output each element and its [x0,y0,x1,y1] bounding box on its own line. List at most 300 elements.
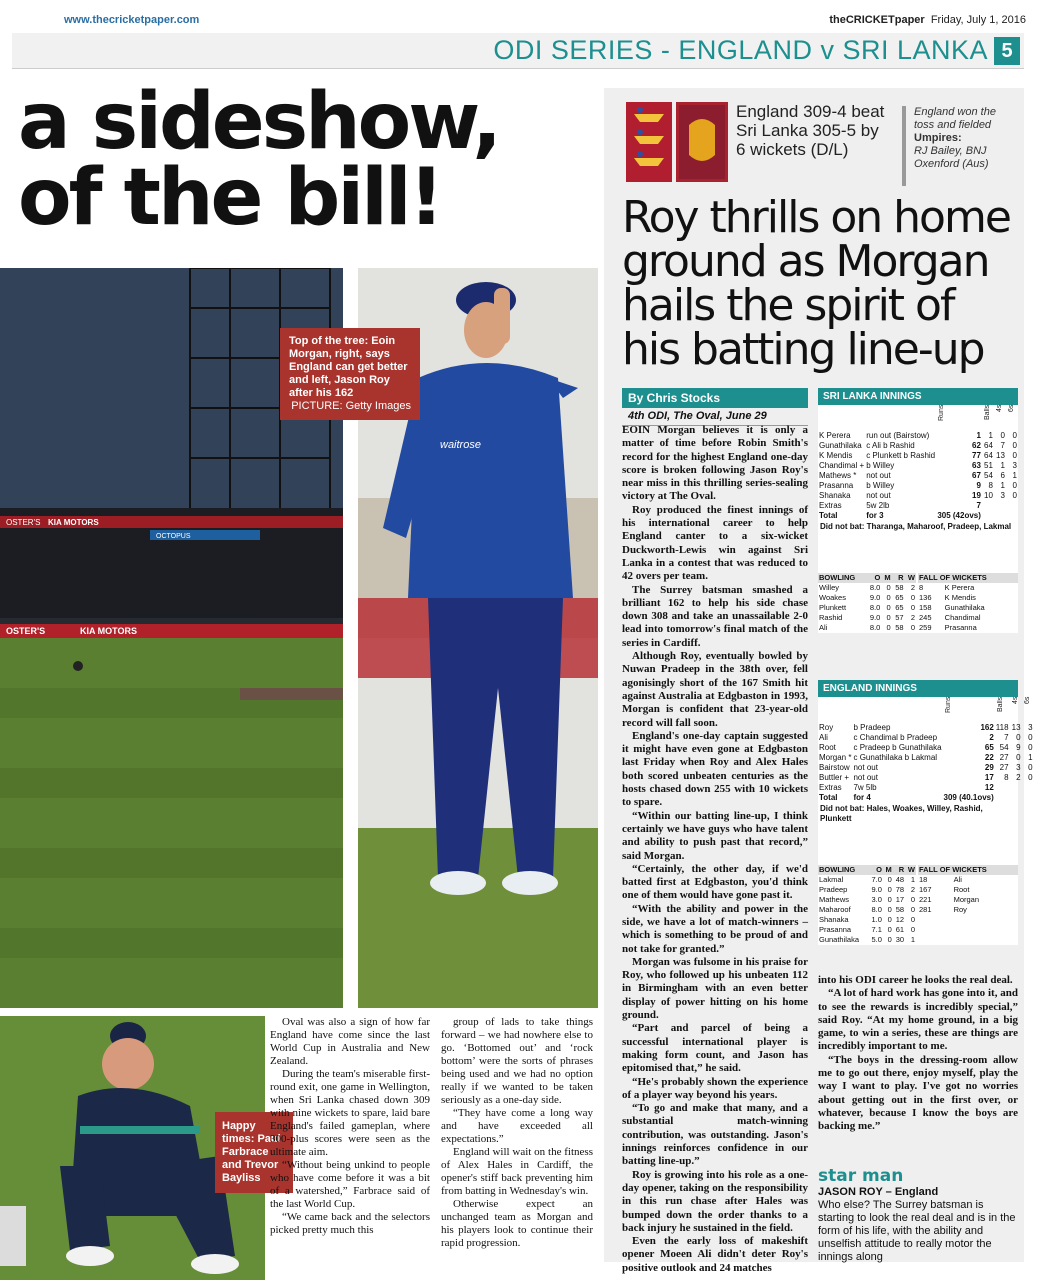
bowling-row [818,935,916,945]
batter-name: Prasanna [819,481,854,490]
bowler-name: Gunathilaka [819,935,860,944]
batting-row [818,773,1034,783]
fours [1010,783,1022,793]
match-result: England 309-4 beat Sri Lanka 305-5 by 6 wickets (D/L) [736,102,885,159]
runs-conceded: 65 [895,593,904,602]
batter-name: Buttler + [819,773,850,782]
wickets: 0 [910,593,915,602]
balls: 8 [988,481,993,490]
match-story-continued [818,974,1018,1134]
ad-text: KIA MOTORS [80,626,138,636]
fow-batter: Chandimal [944,613,981,622]
paragraph: Roy is growing into his role as a one-day opener, taking on the responsibility in this run chase after Hales was bumped down the order thanks to a back injury he sustained in the field. [622,1168,808,1234]
paragraph: Roy produced the finest innings of his international career to help England canter to a six-wicket Duckworth-Lewis win against Sri Lanka in a contest that was reduced to 42 overs per team. [622,503,808,583]
fours: 1 [1000,461,1005,470]
batter-name: Morgan * [819,753,852,762]
fow-score: 18 [919,875,928,884]
dismissal: not out [853,773,878,782]
balls: 1 [988,431,993,440]
batting-row [818,501,1018,511]
masthead [829,14,1026,26]
fow-row [918,875,1018,885]
runs: 9 [976,481,981,490]
star-man-text: Who else? The Surrey batsman is starting to look the real deal and is in the form of his life, with the ability and unselfish attitude to really motor the innings along [818,1199,1016,1263]
bowling-row [818,603,916,613]
dismissal: c Chandimal b Pradeep [853,733,938,742]
shirt-text: waitrose [440,439,481,451]
balls: 27 [999,763,1009,772]
batting-row [818,763,1034,773]
fours [994,511,1006,521]
dismissal: not out [866,491,891,500]
story-column-2 [441,1016,593,1250]
paragraph: During the team's miserable first-round exit, one game in Wellington, when Sri Lanka chased down 309 with nine wickets to spare, laid bare England's failed gameplan, where 300-plus scores were seen as the ultimate aim. [270,1068,430,1158]
fow-row [918,613,1018,623]
fow-row [918,593,1018,603]
fow-batter: Root [953,885,970,894]
fow-label: FALL OF WICKETS [919,573,987,582]
paragraph: “Within our batting line-up, I think certainly we have guys who have talent and ability to push past that record,” said Morgan. [622,809,808,862]
sixes: 0 [1012,481,1017,490]
runs: 65 [984,743,994,752]
innings-title: SRI LANKA INNINGS [818,388,1018,405]
section-title: ODI SERIES - ENGLAND v SRI LANKA [493,35,988,65]
dismissal: run out (Bairstow) [866,431,930,440]
batter-name: Total [819,793,838,802]
dismissal: c Pradeep b Gunathilaka [853,743,942,752]
fours [1010,793,1022,803]
photo-caption-top [280,328,420,420]
dismissal: b Willey [866,481,895,490]
ad-text: KIA MOTORS [48,518,99,527]
sixes: 0 [1012,491,1017,500]
overs: 9.0 [869,593,881,602]
batter-name: Total [819,511,838,520]
fow-row [918,623,1018,633]
fours: 13 [996,451,1005,460]
batting-row [818,491,1018,501]
fow-batter: K Mendis [944,593,976,602]
bowler-name: Mathews [819,895,850,904]
sixes: 0 [1012,441,1017,450]
paragraph: “To go and make that many, and a substantial match-winning contribution, was outstanding. Jason's innings reinforces confidence in our batting line-up.” [622,1102,808,1168]
runs: 305 (42ovs) [937,511,981,520]
fours: 3 [1016,763,1021,772]
fours [994,501,1006,511]
batting-row [818,753,1034,763]
brand-name: theCRICKETpaper [829,14,925,26]
overs: 8.0 [869,623,881,632]
runs: 2 [989,733,994,742]
batter-name: Bairstow [819,763,850,772]
sixes [1022,793,1034,803]
paragraph: “A lot of hard work has gone into it, and to see the rewards is incredibly special,” said Roy. “At my home ground, in a big game, to win a series, these are things are incredibly important to me. [818,987,1018,1053]
wickets: 0 [910,905,915,914]
fow-row [918,885,1018,895]
toss-umpires [902,106,1017,186]
fours: 2 [1016,773,1021,782]
dismissal: not out [853,763,878,772]
batting-row [818,723,1034,733]
england-scorecard [818,680,1033,945]
sixes: 0 [1028,763,1033,772]
balls [995,793,1010,803]
batting-table [818,697,1034,803]
sixes: 0 [1012,431,1017,440]
did-not-bat: Did not bat: Hales, Woakes, Willey, Rashid, Plunkett [820,804,983,823]
batter-name: Chandimal + [819,461,865,470]
runs: 1 [976,431,981,440]
dismissal: not out [866,471,891,480]
batting-row [818,733,1034,743]
batter-name: Mathews * [819,471,857,480]
paragraph: group of lads to take things forward – we had nowhere else to go. ‘Bottomed out’ and ‘rock bottom’ were the sorts of phrases being used and we had no option really if we wanted to be taken seriously as a one-day side. [441,1016,593,1106]
sixes [1006,511,1018,521]
runs: 17 [984,773,994,782]
paragraph: “The boys in the dressing-room allow me to go out there, enjoy myself, play the way I want to play. I've got no worries about getting out in the first over, or whatever, because I know the boys are backing me.” [818,1053,1018,1133]
bowling-row [818,905,916,915]
bowling-row [818,925,916,935]
paragraph: “Part and parcel of being a successful international player is making form count, and Jason has epitomised that,” he said. [622,1022,808,1075]
overs: 9.0 [869,613,881,622]
col-runs: Runs [944,697,952,714]
maidens: 0 [886,613,891,622]
col-fours: 4s [995,405,1003,413]
balls: 54 [984,471,993,480]
col-maidens: M [885,865,892,874]
caption-text: Top of the tree: Eoin Morgan, right, says England can get better and left, Jason Roy after his 162 [289,335,408,399]
fow-batter: Gunathilaka [944,603,985,612]
star-man-title: star man [818,1166,904,1186]
col-overs: O [874,573,881,582]
fours: 13 [1011,723,1021,732]
batter-name: Roy [819,723,834,732]
wickets: 0 [910,925,915,934]
runs-conceded: 57 [895,613,904,622]
sixes: 0 [1028,773,1033,782]
paragraph: The Surrey batsman smashed a brilliant 162 to help his side chase down 308 and take an unassailable 2-0 lead into tomorrow's final match of the series in Cardiff. [622,583,808,649]
batting-row [818,461,1018,471]
bowler-name: Ali [819,623,828,632]
bowler-name: Rashid [819,613,843,622]
bowler-name: Maharoof [819,905,851,914]
runs: 29 [984,763,994,772]
photo-caption-bottom: Happy times: Paul Farbrace and Trevor Bayliss [215,1112,293,1193]
bowler-name: Shanaka [819,915,849,924]
fow-score: 259 [919,623,932,632]
balls: 64 [984,441,993,450]
paragraph: “Certainly, the other day, if we'd batted first at Edgbaston, you'd think one of them would have gone past it. [622,862,808,902]
ad-text: OSTER'S [6,518,41,527]
dismissal: c Plunkett b Rashid [866,451,936,460]
bowling-row [818,895,916,905]
runs: 62 [972,441,981,450]
fours: 0 [1016,753,1021,762]
batter-name: Ali [819,733,828,742]
fow-score: 158 [919,603,932,612]
runs-conceded: 65 [895,603,904,612]
col-maidens: M [884,573,891,582]
batting-table [818,405,1018,521]
paragraph: Otherwise expect an unchanged team as Morgan and his players look to continue their rapid progression. [441,1198,593,1249]
runs: 19 [972,491,981,500]
balls: 54 [999,743,1009,752]
page-number: 5 [994,37,1020,65]
overs: 7.1 [871,925,882,934]
maidens: 0 [886,603,891,612]
batter-name: K Perera [819,431,851,440]
paragraph: “They have come a long way and have exceeded all expectations.” [441,1107,593,1145]
balls: 8 [1004,773,1009,782]
batting-row [818,743,1034,753]
maidens: 0 [886,583,891,592]
bowler-name: Woakes [819,593,846,602]
fow-row [918,583,1018,593]
wickets: 2 [910,613,915,622]
dismissal: for 3 [866,511,884,520]
col-balls: Balls [983,405,991,421]
wickets: 0 [910,895,915,904]
batting-row [818,481,1018,491]
fow-batter: K Perera [944,583,975,592]
england-flag-icon [626,102,672,182]
bowling-section [818,865,1018,945]
dismissal: c Gunathilaka b Lakmal [853,753,938,762]
wickets: 2 [910,583,915,592]
innings-title: ENGLAND INNINGS [818,680,1018,697]
fow-score: 136 [919,593,932,602]
maidens: 0 [887,905,892,914]
batting-row [818,431,1018,441]
fow-score: 245 [919,613,932,622]
balls: 10 [984,491,993,500]
balls: 118 [995,723,1009,732]
sri-lanka-flag-icon [676,102,728,182]
fow-score: 167 [919,885,932,894]
maidens: 0 [886,593,891,602]
bowling-label: BOWLING [819,865,856,874]
paragraph: EOIN Morgan believes it is only a matter of time before Robin Smith's record for the highest England one-day score is broken following Jason Roy's near miss in this thrilling series-sealing victory at The Oval. [622,424,808,503]
balls: 7 [1004,733,1009,742]
fow-row [918,905,1018,915]
paragraph: Although Roy, eventually bowled by Nuwan Pradeep in the 38th over, fell agonisingly short of the 167 Smith hit against Australia at Edgbaston in 1993, Morgan is confident that 23-year-old record will fall soon. [622,650,808,729]
batting-row [818,783,1034,793]
runs: 77 [972,451,981,460]
batting-row [818,451,1018,461]
maidens: 0 [886,623,891,632]
bowling-row [818,885,916,895]
bowler-name: Prasanna [819,925,852,934]
col-runs: Runs [938,405,946,422]
bowler-name: Lakmal [819,875,844,884]
sixes: 0 [1028,743,1033,752]
sixes: 1 [1028,753,1033,762]
headline: a sideshow, of the bill! [18,77,499,243]
bowling-row [818,623,916,633]
fours: 6 [1000,471,1005,480]
batter-name: Extras [819,783,842,792]
bowler-name: Pradeep [819,885,848,894]
runs: 12 [984,783,994,792]
sixes [1006,501,1018,511]
byline: By Chris Stocks [622,388,808,408]
paragraph: “Without being unkind to people who have come before it was a bit of a watershed,” Farbrace said of the last World Cup. [270,1159,430,1210]
runs-conceded: 17 [895,895,905,904]
star-man [818,1186,1018,1264]
umpires-label: Umpires: [914,132,962,144]
wickets: 0 [910,623,915,632]
paragraph: “With the ability and power in the side, we have a lot of match-winners – which is something to be proud of and not take for granted.” [622,902,808,955]
issue-date: Friday, July 1, 2016 [930,14,1026,26]
sixes: 0 [1028,733,1033,742]
fours: 0 [1000,431,1005,440]
paragraph: “He's probably shown the experience of a player way beyond his years. [622,1075,808,1101]
sixes: 3 [1028,723,1033,732]
wickets: 0 [910,915,915,924]
fow-batter: Prasanna [944,623,977,632]
ad-text: OSTER'S [6,626,46,636]
paragraph: Even the early loss of makeshift opener Moeen Ali didn't deter Roy's positive outlook and 24 matches [622,1235,808,1274]
col-wickets: W [907,865,915,874]
overs: 9.0 [871,885,882,894]
ad-text: OCTOPUS [156,533,191,540]
overs: 8.0 [869,583,881,592]
runs-conceded: 12 [895,915,905,924]
col-fours: 4s [1011,697,1019,705]
photo-credit: PICTURE: Getty Images [291,400,411,412]
paragraph: Morgan was fulsome in his praise for Roy, who followed up his unbeaten 112 in Birmingham with an even better display of power hitting on his home ground. [622,955,808,1022]
paragraph: England's one-day captain suggested it might have even gone at Edgbaston last Friday when Roy and Alex Hales both scored unbeaten centuries as the hosts chased down 255 with 10 wickets to spare. [622,729,808,809]
maidens: 0 [887,885,892,894]
batter-name: Extras [819,501,842,510]
fow-score: 8 [919,583,924,592]
sixes: 0 [1012,451,1017,460]
batting-row [818,441,1018,451]
dismissal: for 4 [853,793,871,802]
fours: 7 [1000,441,1005,450]
col-runs: R [898,865,905,874]
balls: 51 [984,461,993,470]
bowling-row [818,875,916,885]
paragraph: Oval was also a sign of how far England have come since the last World Cup in Australia and New Zealand. [270,1016,430,1067]
fours: 3 [1000,491,1005,500]
col-balls: Balls [996,697,1004,713]
bowler-name: Plunkett [819,603,847,612]
runs-conceded: 58 [895,583,904,592]
runs: 309 (40.1ovs) [943,793,994,802]
runs-conceded: 78 [895,885,905,894]
dismissal: b Willey [866,461,895,470]
overs: 8.0 [869,603,881,612]
batting-row [818,471,1018,481]
maidens: 0 [887,895,892,904]
subheadline: Roy thrills on home ground as Morgan hails the spirit of his batting line-up [622,192,1010,375]
runs: 7 [976,501,981,510]
bowler-name: Willey [819,583,839,592]
bowling-label: BOWLING [819,573,856,582]
maidens: 0 [887,935,892,944]
col-runs: R [898,573,904,582]
umpires: RJ Bailey, BNJ Oxenford (Aus) [914,145,989,170]
bowling-row [818,593,916,603]
balls: 27 [999,753,1009,762]
overs: 5.0 [871,935,882,944]
fow-score: 221 [919,895,932,904]
balls [982,501,994,511]
sixes [1022,783,1034,793]
sixes: 1 [1012,471,1017,480]
sri-lanka-scorecard [818,388,1018,633]
fow-row [918,603,1018,613]
runs-conceded: 30 [895,935,905,944]
bowling-section [818,573,1018,633]
overs: 1.0 [871,915,882,924]
col-sixes: 6s [1023,697,1031,705]
dismissal: 5w 2lb [866,501,890,510]
site-url[interactable]: www.thecricketpaper.com [64,14,200,26]
col-sixes: 6s [1007,405,1015,413]
dismissal: 7w 5lb [853,783,877,792]
batter-name: Shanaka [819,491,851,500]
wickets: 1 [910,875,915,884]
bowling-row [818,583,916,593]
fow-batter: Ali [953,875,962,884]
paragraph: England will wait on the fitness of Alex Hales in Cardiff, the opener's stiff back preventing him from batting in Wednesday's win. [441,1146,593,1197]
fow-score: 281 [919,905,932,914]
batter-name: Root [819,743,836,752]
batting-row [818,793,1034,803]
maidens: 0 [887,925,892,934]
col-overs: O [876,865,882,874]
bowling-row [818,915,916,925]
sixes: 3 [1012,461,1017,470]
fow-row [918,895,1018,905]
runs-conceded: 61 [895,925,905,934]
balls: 64 [984,451,993,460]
fow-batter: Morgan [953,895,980,904]
maidens: 0 [887,915,892,924]
fours: 9 [1016,743,1021,752]
runs: 63 [972,461,981,470]
paragraph: into his ODI career he looks the real deal. [818,974,1013,986]
did-not-bat: Did not bat: Tharanga, Maharoof, Pradeep, Lakmal [820,522,1012,531]
star-man-name: JASON ROY – England [818,1186,939,1198]
batter-name: Gunathilaka [819,441,862,450]
overs: 3.0 [871,895,882,904]
fow-label: FALL OF WICKETS [919,865,987,874]
runs-conceded: 58 [895,623,904,632]
fours: 1 [1000,481,1005,490]
dismissal: b Pradeep [853,723,891,732]
batter-name: K Mendis [819,451,853,460]
fow-batter: Roy [953,905,967,914]
overs: 7.0 [871,875,882,884]
overs: 8.0 [871,905,882,914]
wickets: 0 [910,603,915,612]
batting-row [818,511,1018,521]
maidens: 0 [887,875,892,884]
runs: 162 [980,723,994,732]
story-column-1 [270,1016,430,1237]
dismissal: c Ali b Rashid [866,441,915,450]
runs: 67 [972,471,981,480]
runs: 22 [984,753,994,762]
balls [995,783,1010,793]
match-story [622,424,808,1275]
runs-conceded: 48 [895,875,905,884]
paragraph: “We came back and the selectors picked pretty much this [270,1211,430,1236]
dateline: 4th ODI, The Oval, June 29 [622,407,808,426]
